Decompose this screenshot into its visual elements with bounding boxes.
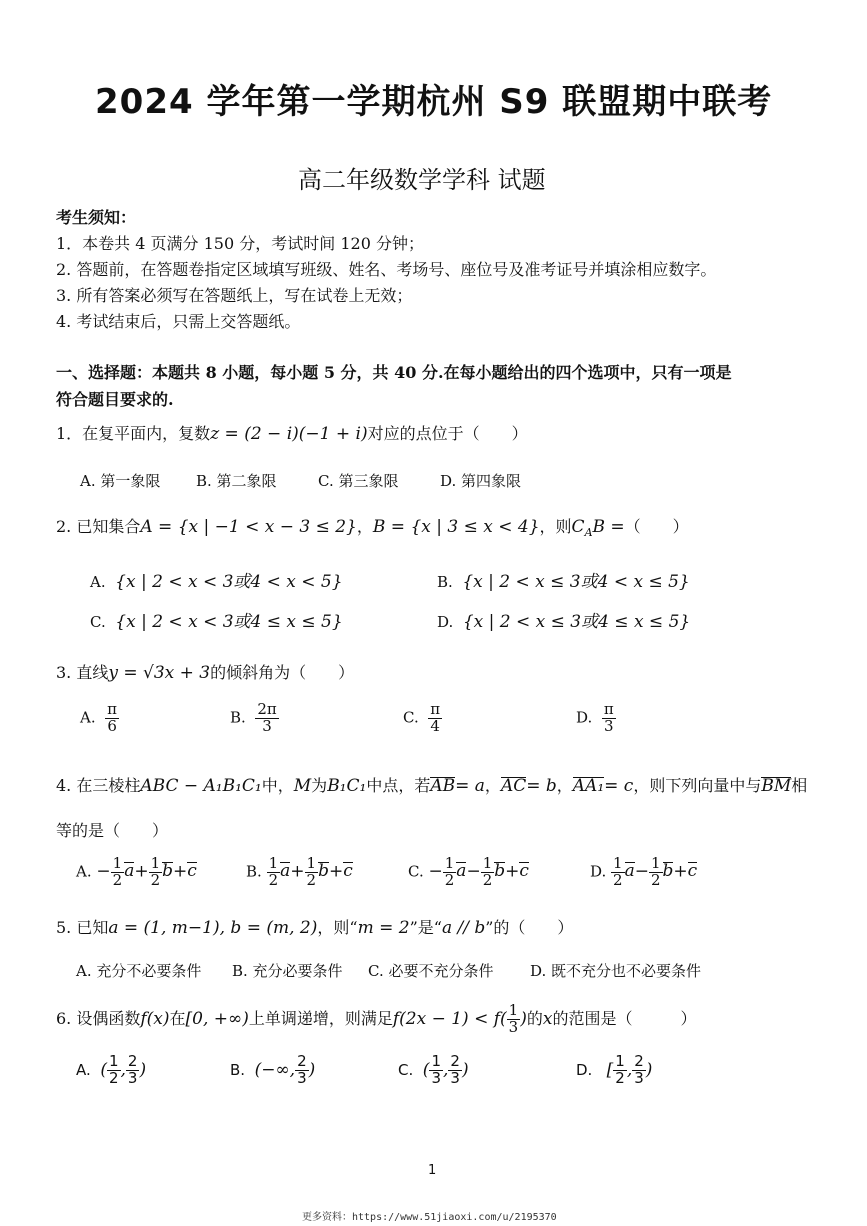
q4-option-c: C. − $\frac{1}{2}$ a− $\frac{1}{2}$ b+c	[408, 854, 529, 889]
q4-prism: ABC − A₁B₁C₁	[140, 776, 262, 796]
q4-text: 相	[791, 776, 808, 795]
fraction: $\frac{\pi}{4}$	[430, 700, 441, 735]
q2-option-a	[90, 567, 343, 592]
q1-option-a: A. 第一象限	[80, 472, 161, 490]
notice-item: 3. 所有答案必须写在答题纸上，写在试卷上无效；	[56, 286, 413, 305]
page-number: 1	[428, 1163, 437, 1178]
q1-prefix: 1．在复平面内，复数	[56, 424, 211, 443]
question-6: 6. 设偶函数f(x)在[0, +∞)上单调递增，则满足f(2x − 1) < f( $\frac{1}{3}$ )的x的范围是（ ）	[56, 1001, 697, 1036]
q1-option-d: D. 第四象限	[440, 472, 522, 490]
q2-option-expr: {x | 2 < x ≤ 3或4 ≤ x ≤ 5}	[462, 612, 691, 632]
q5-expr: a = (1, m−1), b = (m, 2)	[108, 918, 318, 938]
notice-item: 1．本卷共 4 页满分 150 分，考试时间 120 分钟；	[56, 234, 424, 253]
q2-set-b: B = {x | 3 ≤ x < 4}	[372, 517, 540, 537]
q4-point-m: M	[293, 776, 312, 796]
q4-option-b: B. $\frac{1}{2}$ a+ $\frac{1}{2}$ b+c	[246, 854, 353, 889]
q4-vector-bm: BM	[761, 776, 792, 796]
q2-option-label: B.	[437, 573, 453, 591]
q6-text: 在	[169, 1008, 186, 1028]
q4-eq: = a	[455, 776, 485, 796]
q2-option-d	[437, 607, 690, 632]
q6-interval: [0, +∞)	[185, 1008, 249, 1029]
q4-option-a: A. − $\frac{1}{2}$ a+ $\frac{1}{2}$ b+c	[76, 854, 197, 889]
notice-item: 4. 考试结束后，只需上交答题纸。	[56, 312, 301, 331]
q4-text: 为	[311, 776, 328, 795]
q2-complement-tail: B =	[592, 517, 625, 537]
q6-ineq: )	[520, 1008, 527, 1029]
fraction: $\frac{\pi}{6}$	[107, 700, 118, 735]
q5-cond: m = 2	[357, 918, 410, 938]
q3-suffix: 的倾斜角为（ ）	[210, 663, 355, 682]
question-3	[56, 660, 354, 683]
q1-option-b: B. 第二象限	[196, 472, 277, 490]
page-subtitle: 高二年级数学学科 试题	[298, 166, 546, 194]
q6-text: 的范围是（ ）	[552, 1008, 697, 1028]
fraction: $\frac{\pi}{3}$	[603, 700, 614, 735]
q5-text: ”是“	[409, 918, 442, 937]
q2-mid: ，则	[539, 517, 572, 536]
q6-text: 的	[526, 1008, 543, 1028]
q5-cond: a // b	[441, 918, 486, 938]
q3-option-label: B.	[230, 708, 246, 727]
q5-option-a: A. 充分不必要条件	[76, 962, 202, 980]
q5-text: 5. 已知	[56, 918, 109, 937]
q6-option-b: B. (−∞, $\frac{2}{3}$ )	[230, 1052, 316, 1087]
q5-option-b: B. 充分必要条件	[232, 962, 343, 980]
q2-option-expr: {x | 2 < x < 3或4 ≤ x ≤ 5}	[115, 612, 343, 632]
q3-expr: y = √3x + 3	[108, 663, 211, 683]
section-heading-cont: 符合题目要求的.	[56, 390, 174, 409]
q3-prefix: 3. 直线	[56, 663, 109, 682]
q6-text: 6. 设偶函数	[56, 1008, 141, 1028]
q1-option-c: C. 第三象限	[318, 472, 399, 490]
page-title: 2024 学年第一学期杭州 S9 联盟期中联考	[95, 82, 773, 122]
q4-vector-aa1: AA₁	[572, 776, 605, 796]
fraction: $\frac{2\pi}{3}$	[257, 700, 277, 735]
q6-text: 上单调递增，则满足	[248, 1008, 393, 1028]
q4-text: ，则下列向量中与	[633, 776, 762, 795]
footer-link[interactable]: 更多资料：https://www.51jiaoxi.com/u/2195370	[302, 1212, 557, 1223]
q4-eq: = b	[526, 776, 557, 796]
q6-x: x	[542, 1008, 553, 1029]
q4-option-d: D. $\frac{1}{2}$ a− $\frac{1}{2}$ b+c	[590, 854, 698, 889]
q5-text: ，则“	[317, 918, 358, 937]
q4-eq: = c	[604, 776, 634, 796]
q2-option-c	[90, 607, 343, 632]
q6-ineq: f(2x − 1) < f(	[392, 1008, 507, 1029]
q2-suffix: （ ）	[624, 517, 689, 536]
question-4: 4. 在三棱柱ABC − A₁B₁C₁中，M为B₁C₁中点，若AB= a，AC= b，AA₁= c，则下列向量中与BM相	[56, 776, 808, 796]
q5-text: ”的（ ）	[485, 918, 574, 937]
notice-item: 2. 答题前，在答题卷指定区域填写班级、姓名、考场号、座位号及准考证号并填涂相应数字。	[56, 260, 717, 279]
notice-heading: 考生须知：	[56, 208, 137, 227]
q2-complement-sub: A	[584, 526, 593, 540]
q3-option-label: D.	[576, 708, 593, 727]
q1-suffix: 对应的点位于（ ）	[367, 424, 528, 443]
q2-prefix: 2. 已知集合	[56, 517, 141, 536]
q2-option-b	[437, 567, 690, 592]
q4-text: 4. 在三棱柱	[56, 776, 141, 795]
q6-option-c: C. ( $\frac{1}{3}$ , $\frac{2}{3}$ )	[398, 1052, 469, 1087]
question-1	[56, 421, 528, 444]
q3-option-c	[403, 702, 442, 735]
q5-option-d: D. 既不充分也不必要条件	[530, 962, 702, 980]
q4-vector-ab: AB	[430, 776, 456, 796]
q4-vector-ac: AC	[500, 776, 527, 796]
q2-option-label: A.	[90, 573, 106, 591]
q5-option-c: C. 必要不充分条件	[368, 962, 494, 980]
q3-option-d	[576, 702, 616, 735]
q2-complement: C	[571, 517, 585, 537]
q6-fx: f(x)	[140, 1008, 170, 1029]
q2-option-expr: {x | 2 < x < 3或4 < x < 5}	[115, 572, 343, 592]
q2-option-expr: {x | 2 < x ≤ 3或4 < x ≤ 5}	[462, 572, 690, 592]
q3-option-label: C.	[403, 708, 419, 727]
q4-line2: 等的是（ ）	[56, 821, 169, 840]
question-5	[56, 915, 573, 938]
q6-option-d: D. [ $\frac{1}{2}$ , $\frac{2}{3}$ )	[576, 1052, 653, 1087]
q6-option-a: A. ( $\frac{1}{2}$ , $\frac{2}{3}$ )	[76, 1052, 147, 1087]
question-2	[56, 514, 689, 539]
q2-option-label: D.	[437, 613, 454, 631]
q2-set-a: A = {x | −1 < x − 3 ≤ 2}	[140, 517, 357, 537]
q4-text: 中，	[261, 776, 294, 795]
section-heading: 一、选择题：本题共 8 小题，每小题 5 分，共 40 分.在每小题给出的四个选项中，只有一项是	[56, 363, 732, 382]
q2-option-label: C.	[90, 613, 106, 631]
q4-segment: B₁C₁	[327, 776, 367, 796]
q4-text: 中点，若	[366, 776, 431, 795]
q3-option-label: A.	[80, 708, 96, 727]
q1-expr: z = (2 − i)(−1 + i)	[210, 424, 368, 444]
q3-option-b	[230, 702, 279, 735]
q3-option-a	[80, 702, 119, 735]
q2-sep: ，	[356, 517, 373, 536]
